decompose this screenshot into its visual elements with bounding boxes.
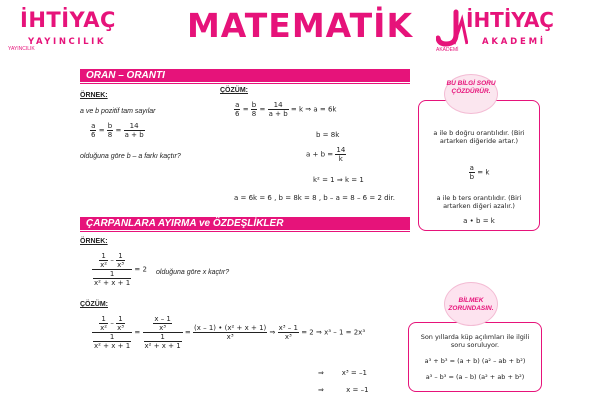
- solution-line-2: b = 8k: [316, 131, 340, 139]
- info-inverse-formula: a • b = k: [463, 217, 495, 225]
- logo-left-tiny: YAYINCILIK: [8, 46, 35, 52]
- given-text: a ve b pozitif tam sayılar: [80, 108, 156, 115]
- ornek-label-2: ÖRNEK:: [80, 238, 108, 245]
- info-kup-text: Son yıllarda küp açılımları ile ilgili soru soruluyor.: [420, 333, 530, 349]
- logo-mark-icon: [436, 8, 468, 48]
- section-oran-title: ORAN – ORANTI: [86, 70, 165, 81]
- logo-left: [6, 6, 166, 56]
- solution2-line-2: ⇒ x³ = –1: [318, 369, 367, 377]
- section-divider: [80, 231, 410, 232]
- logo-right-subtitle: AKADEMİ: [482, 37, 546, 47]
- info-inverse-text: a ile b ters orantılıdır. (Biri artarken diğeri azalır.): [436, 194, 522, 210]
- solution-line-5: a = 6k = 6 , b = 8k = 8 , b – a = 8 – 6 = 2 dir.: [234, 194, 395, 202]
- question-text: olduğuna göre b – a farkı kaçtır?: [80, 153, 181, 160]
- logo-right: [430, 6, 595, 56]
- cozum-label: ÇÖZÜM:: [220, 87, 248, 94]
- solution-line-1: $\frac{a}{6}$ = $\frac{b}{8}$ = $\frac{14}{a + b}$ = k ⇒ a = 6k: [235, 101, 337, 119]
- logo-left-subtitle: YAYINCILIK: [28, 37, 107, 47]
- info-kup-formula-2: a³ – b³ = (a – b) (a² + ab + b²): [425, 373, 525, 381]
- badge-bu-bilgi: BU BİLGİ SORU ÇÖZDÜRÜR.: [444, 74, 498, 114]
- cozum-label-2: ÇÖZÜM:: [80, 301, 108, 308]
- page-title: MATEMATİK: [186, 6, 414, 45]
- solution-line-4: k² = 1 ⇒ k = 1: [313, 176, 364, 184]
- badge-bilmek: BİLMEK ZORUNDASIN.: [444, 282, 498, 326]
- solution-line-3: a + b = $\frac{14}{k}$: [306, 146, 346, 164]
- solution2-line-3: ⇒ x = –1: [318, 386, 369, 394]
- info-direct-text: a ile b doğru orantılıdır. (Biri artarken diğeride artar.): [433, 129, 525, 145]
- section-oran-bar: [80, 69, 410, 82]
- section-divider: [80, 83, 410, 84]
- logo-right-tiny: AKADEMİ: [436, 47, 459, 53]
- ornek-label: ÖRNEK:: [80, 92, 108, 99]
- example-equation: $\frac{a}{6}$ = $\frac{b}{8}$ = $\frac{14}{a + b}$: [91, 122, 144, 140]
- example2-equation: $\frac{1}{\text{x²}}$ – $\frac{1}{\text{x³}}$ $\frac{1}{\text{x² + x + 1}}$ = 2: [94, 252, 147, 288]
- logo-right-name: İHTİYAÇ: [466, 8, 554, 32]
- solution2-line-1: $\frac{1}{\text{x²}}$ – $\frac{1}{\text{x³}}$ $\frac{1}{\text{x² + x + 1}}$ = $\frac{\frac{x - 1}{\text{x³}}}{\frac{1}{\text{x² + x + 1}}}$ = $\frac{\text{(x – 1) • (x² + x + 1)}}{\text{x³}}$ ⇒ $\frac{\text{x³ – 1}}{\text{x³}}$ = 2 ⇒ x³ – 1 = 2x³: [94, 315, 366, 351]
- question-text-2: olduğuna göre x kaçtır?: [156, 269, 230, 276]
- section-carpanlar-title: ÇARPANLARA AYIRMA ve ÖZDEŞLİKLER: [86, 218, 284, 229]
- section-carpanlar-bar: [80, 217, 410, 230]
- info-kup-formula-1: a³ + b³ = (a + b) (a² – ab + b²): [424, 357, 526, 365]
- info-direct-formula: $\frac{a}{b}$ = k: [469, 164, 490, 182]
- logo-left-name: İHTİYAÇ: [20, 8, 116, 32]
